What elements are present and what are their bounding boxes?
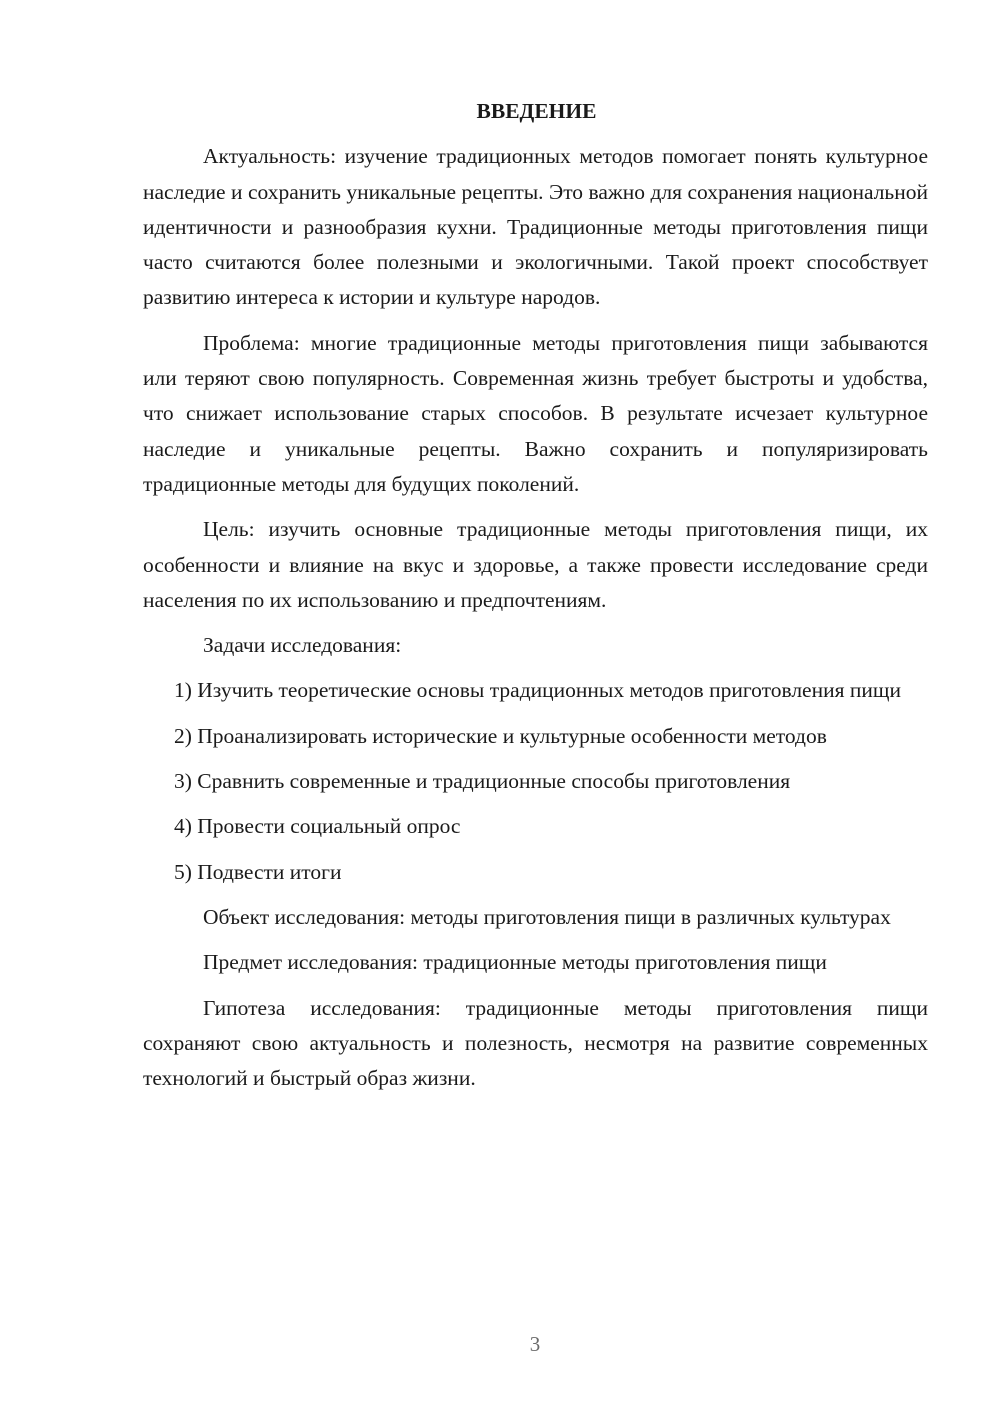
paragraph-object: Объект исследования: методы приготовления пищи в различных культурах: [203, 904, 891, 929]
paragraph-subject: Предмет исследования: традиционные методы приготовления пищи: [203, 950, 827, 975]
paragraph-hypothesis: Гипотеза исследования: традиционные методы приготовления пищи сохраняют свою актуальность и полезность, несмотря на развитие современных технологий и быстрый образ жизни.: [143, 995, 928, 1091]
task-item-3: 3) Сравнить современные и традиционные способы приготовления: [174, 769, 791, 794]
paragraph-goal: Цель: изучить основные традиционные методы приготовления пищи, их особенности и влияние на вкус и здоровье, а также провести исследование среди населения по их использованию и предпочтениям.: [143, 517, 928, 612]
page-number: 3: [529, 1332, 541, 1356]
task-item-4: 4) Провести социальный опрос: [174, 814, 461, 839]
page-content: [143, 94, 928, 1106]
task-item-1: 1) Изучить теоретические основы традиционных методов приготовления пищи: [174, 678, 901, 703]
task-item-2: 2) Проанализировать исторические и культурные особенности методов: [174, 723, 827, 748]
paragraph-problem: Проблема: многие традиционные методы приготовления пищи забываются или теряют свою популярность. Современная жизнь требует быстроты и удобства, что снижает использование старых способов. В результате исчезает культурное наследие и уникальные рецепты. Важно сохранить и популяризировать традиционные методы для будущих поколений.: [143, 330, 928, 496]
tasks-title: Задачи исследования:: [203, 633, 402, 658]
task-item-5: 5) Подвести итоги: [174, 859, 342, 884]
page-title: ВВЕДЕНИЕ: [476, 99, 597, 123]
paragraph-relevance: Актуальность: изучение традиционных методов помогает понять культурное наследие и сохранить уникальные рецепты. Это важно для сохранения национальной идентичности и разнообразия кухни. Традиционные методы приготовления пищи часто считаются более полезными и экологичными. Такой проект способствует развитию интереса к истории и культуре народов.: [143, 144, 928, 310]
